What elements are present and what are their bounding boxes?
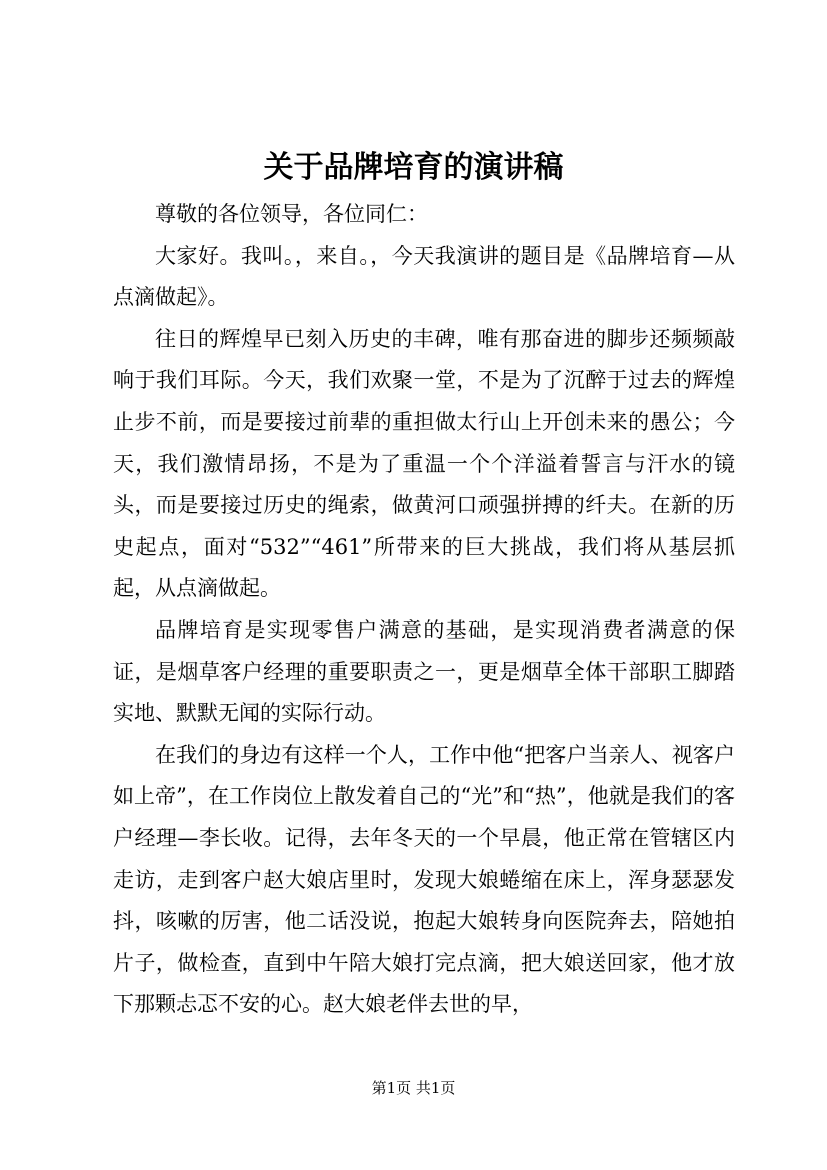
paragraph-story: 在我们的身边有这样一个人，工作中他“把客户当亲人、视客户如上帝”，在工作岗位上散发着自己的“光”和“热”，他就是我们的客户经理—李长收。记得，去年冬天的一个早晨，他正常在管辖区内走访，走到客户赵大娘店里时，发现大娘蜷缩在床上，浑身瑟瑟发抖，咳嗽的厉害，他二话没说，抱起大娘转身向医院奔去，陪她拍片子，做检查，直到中午陪大娘打完点滴，把大娘送回家，他才放下那颗忐忑不安的心。赵大娘老伴去世的早， — [113, 742, 735, 1017]
page-footer: 第1页 共1页 — [371, 1079, 456, 1097]
document-title: 关于品牌培育的演讲稿 — [263, 150, 564, 185]
paragraph-history: 往日的辉煌早已刻入历史的丰碑，唯有那奋进的脚步还频频敲响于我们耳际。今天，我们欢聚一堂，不是为了沉醉于过去的辉煌止步不前，而是要接过前辈的重担做太行山上开创未来的愚公；今天，我们激情昂扬，不是为了重温一个个洋溢着誓言与汗水的镜头，而是要接过历史的绳索，做黄河口顽强拼搏的纤夫。在新的历史起点，面对“532”“461”所带来的巨大挑战，我们将从基层抓起，从点滴做起。 — [113, 326, 735, 601]
document-body — [113, 194, 735, 1026]
paragraph-brand-cultivation: 品牌培育是实现零售户满意的基础，是实现消费者满意的保证，是烟草客户经理的重要职责之一，更是烟草全体干部职工脚踏实地、默默无闻的实际行动。 — [113, 617, 735, 726]
paragraph-greeting: 尊敬的各位领导，各位同仁： — [155, 202, 428, 226]
paragraph-introduction: 大家好。我叫。，来自。，今天我演讲的题目是《品牌培育—从点滴做起》。 — [113, 243, 735, 310]
